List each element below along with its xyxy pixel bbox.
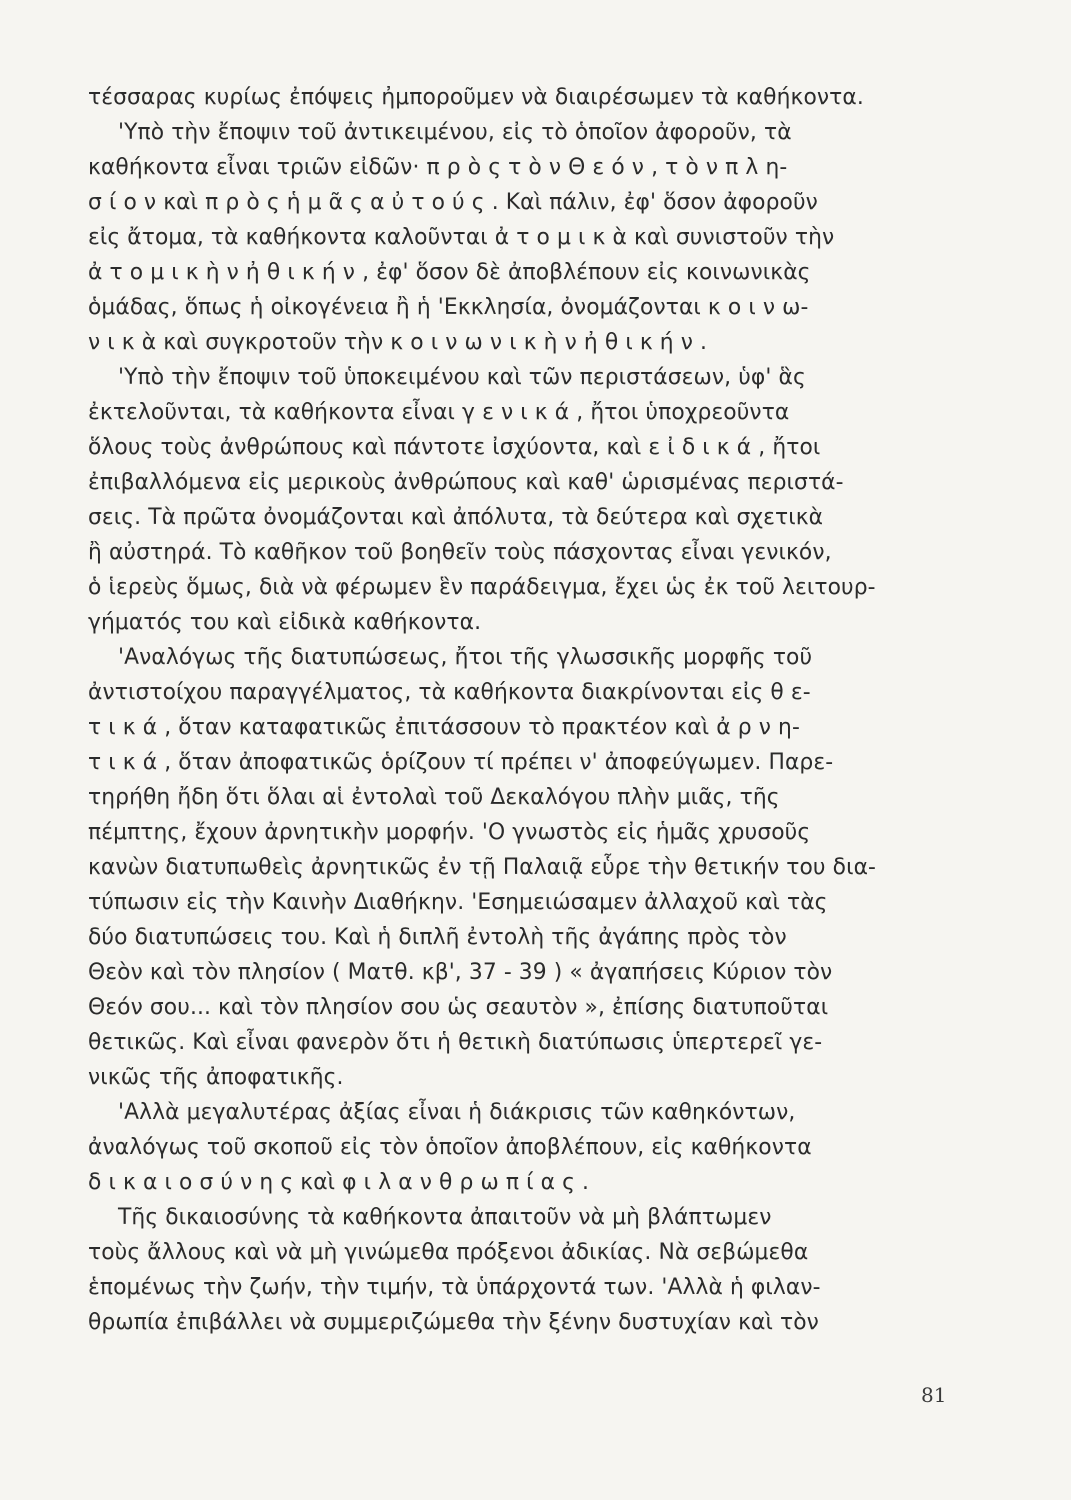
text-line: δύο διατυπώσεις του. Καὶ ἡ διπλῆ ἐντολὴ τῆς ἀγάπης πρὸς τὸν <box>88 925 787 950</box>
text-line: τέσσαρας κυρίως ἐπόψεις ἠμποροῦμεν νὰ διαιρέσωμεν τὰ καθήκοντα. <box>88 85 864 110</box>
text-line: κανὼν διατυπωθεὶς ἀρνητικῶς ἐν τῇ Παλαιᾷ εὗρε τὴν θετικήν του δια- <box>88 855 877 880</box>
text-line: δ ι κ α ι ο σ ύ ν η ς καὶ φ ι λ α ν θ ρ ω π ί α ς . <box>88 1170 590 1195</box>
text-line: Τῆς δικαιοσύνης τὰ καθήκοντα ἀπαιτοῦν νὰ μὴ βλάπτωμεν <box>118 1205 772 1230</box>
page-number: 81 <box>921 1383 947 1407</box>
text-line: καθήκοντα εἶναι τριῶν εἰδῶν· π ρ ὸ ς τ ὸ ν Θ ε ό ν , τ ὸ ν π λ η- <box>88 155 788 180</box>
text-line: εἰς ἄτομα, τὰ καθήκοντα καλοῦνται ἀ τ ο μ ι κ ὰ καὶ συνιστοῦν τὴν <box>88 225 835 250</box>
text-line: νικῶς τῆς ἀποφατικῆς. <box>88 1065 344 1090</box>
text-line: ἐπιβαλλόμενα εἰς μερικοὺς ἀνθρώπους καὶ καθ' ὡρισμένας περιστά- <box>88 470 844 495</box>
text-line: τύπωσιν εἰς τὴν Καινὴν Διαθήκην. 'Εσημειώσαμεν ἀλλαχοῦ καὶ τὰς <box>88 890 828 915</box>
text-line: ν ι κ ὰ καὶ συγκροτοῦν τὴν κ ο ι ν ω ν ι κ ὴ ν ἠ θ ι κ ή ν . <box>88 330 708 355</box>
text-line: τοὺς ἄλλους καὶ νὰ μὴ γινώμεθα πρόξενοι ἀδικίας. Νὰ σεβώμεθα <box>88 1240 809 1265</box>
text-line: ἀντιστοίχου παραγγέλματος, τὰ καθήκοντα διακρίνονται εἰς θ ε- <box>88 680 811 705</box>
text-line: ὅλους τοὺς ἀνθρώπους καὶ πάντοτε ἰσχύοντα, καὶ ε ἰ δ ι κ ά , ἤτοι <box>88 435 821 460</box>
text-line: 'Υπὸ τὴν ἔποψιν τοῦ ἀντικειμένου, εἰς τὸ ὁποῖον ἀφοροῦν, τὰ <box>118 120 792 145</box>
text-line: ἑπομένως τὴν ζωήν, τὴν τιμήν, τὰ ὑπάρχοντά των. 'Αλλὰ ἡ φιλαν- <box>88 1275 821 1300</box>
text-line: Θεὸν καὶ τὸν πλησίον ( Ματθ. κβ', 37 - 39 ) « ἀγαπήσεις Κύριον τὸν <box>88 960 833 985</box>
text-line: σ ί ο ν καὶ π ρ ὸ ς ἡ μ ᾶ ς α ὐ τ ο ύ ς . Καὶ πάλιν, ἐφ' ὅσον ἀφοροῦν <box>88 190 818 215</box>
text-line: ὁ ἱερεὺς ὅμως, διὰ νὰ φέρωμεν ἓν παράδειγμα, ἔχει ὡς ἐκ τοῦ λειτουρ- <box>88 575 876 600</box>
text-line: τ ι κ ά , ὅταν καταφατικῶς ἐπιτάσσουν τὸ πρακτέον καὶ ἀ ρ ν η- <box>88 715 800 740</box>
text-line: 'Αναλόγως τῆς διατυπώσεως, ἤτοι τῆς γλωσσικῆς μορφῆς τοῦ <box>118 645 813 670</box>
text-line: τηρήθη ἤδη ὅτι ὅλαι αἱ ἐντολαὶ τοῦ Δεκαλόγου πλὴν μιᾶς, τῆς <box>88 785 780 810</box>
text-line: ἀ τ ο μ ι κ ὴ ν ἠ θ ι κ ή ν , ἐφ' ὅσον δὲ ἀποβλέπουν εἰς κοινωνικὰς <box>88 260 811 285</box>
text-line: 'Υπὸ τὴν ἔποψιν τοῦ ὑποκειμένου καὶ τῶν περιστάσεων, ὑφ' ἃς <box>118 365 806 390</box>
text-line: ὁμάδας, ὅπως ἡ οἰκογένεια ἢ ἡ 'Εκκλησία, ὀνομάζονται κ ο ι ν ω- <box>88 295 809 320</box>
text-line: θρωπία ἐπιβάλλει νὰ συμμεριζώμεθα τὴν ξένην δυστυχίαν καὶ τὸν <box>88 1310 819 1335</box>
text-line: τ ι κ ά , ὅταν ἀποφατικῶς ὁρίζουν τί πρέπει ν' ἀποφεύγωμεν. Παρε- <box>88 750 834 775</box>
text-line: πέμπτης, ἔχουν ἀρνητικὴν μορφήν. 'Ο γνωστὸς εἰς ἡμᾶς χρυσοῦς <box>88 820 811 845</box>
text-line: Θεόν σου... καὶ τὸν πλησίον σου ὡς σεαυτὸν », ἐπίσης διατυποῦται <box>88 995 829 1020</box>
text-line: σεις. Τὰ πρῶτα ὀνομάζονται καὶ ἀπόλυτα, τὰ δεύτερα καὶ σχετικὰ <box>88 505 824 530</box>
text-line: ἐκτελοῦνται, τὰ καθήκοντα εἶναι γ ε ν ι κ ά , ἤτοι ὑποχρεοῦντα <box>88 400 790 425</box>
text-line: γήματός του καὶ εἰδικὰ καθήκοντα. <box>88 610 482 635</box>
text-line: 'Αλλὰ μεγαλυτέρας ἀξίας εἶναι ἡ διάκρισις τῶν καθηκόντων, <box>118 1100 796 1125</box>
text-line: ἀναλόγως τοῦ σκοποῦ εἰς τὸν ὁποῖον ἀποβλέπουν, εἰς καθήκοντα <box>88 1135 812 1160</box>
text-line: θετικῶς. Καὶ εἶναι φανερὸν ὅτι ἡ θετικὴ διατύπωσις ὑπερτερεῖ γε- <box>88 1030 823 1055</box>
text-line: ἢ αὐστηρά. Τὸ καθῆκον τοῦ βοηθεῖν τοὺς πάσχοντας εἶναι γενικόν, <box>88 540 832 565</box>
body-text <box>88 80 956 1340</box>
